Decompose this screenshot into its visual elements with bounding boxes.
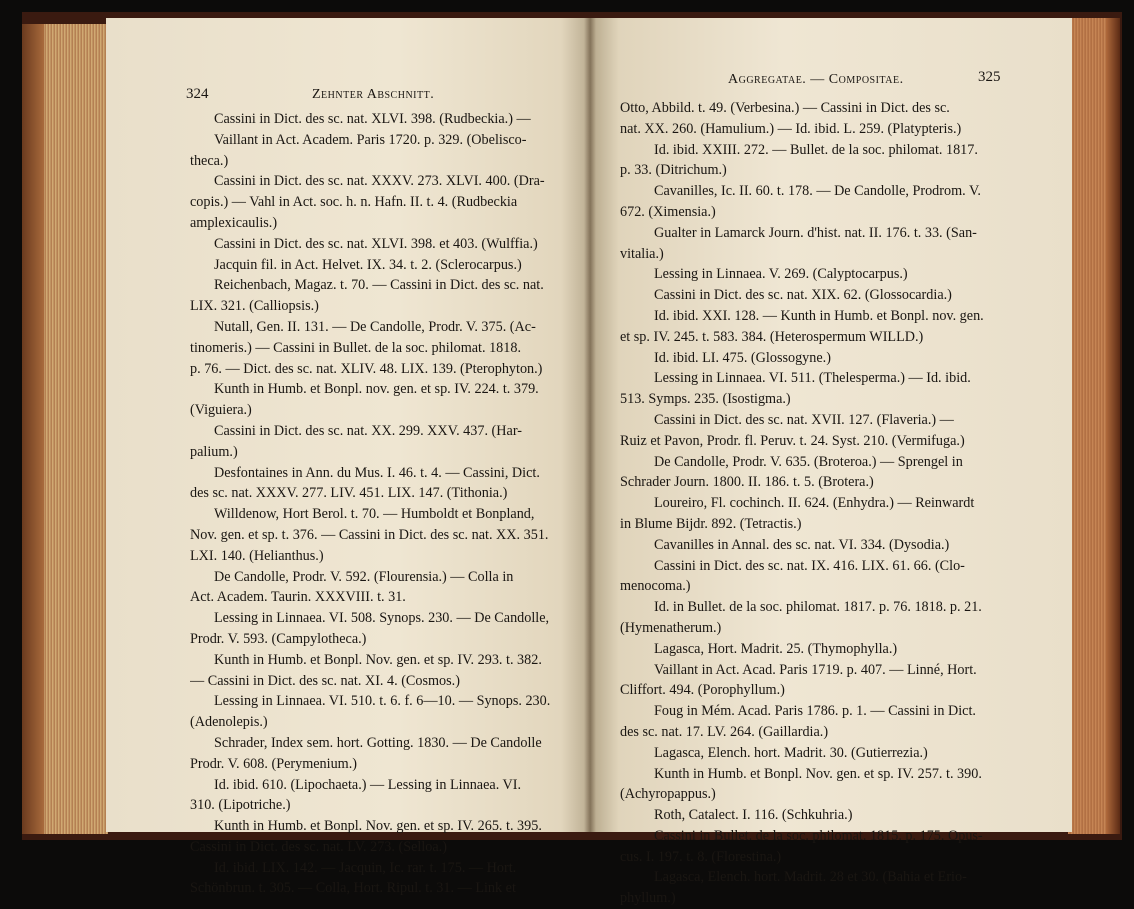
text-line: Cassini in Dict. des sc. nat. XXXV. 273. XLVI. 400. (Dra-: [214, 173, 545, 190]
text-line: nat. XX. 260. (Hamulium.) — Id. ibid. L. 259. (Platypteris.): [620, 120, 962, 137]
text-line: Roth, Catalect. I. 116. (Schkuhria.): [654, 807, 853, 824]
text-line: p. 76. — Dict. des sc. nat. XLIV. 48. LIX. 139. (Pterophyton.): [190, 360, 543, 377]
right-page: [590, 18, 1072, 907]
text-line: Id. ibid. LIX. 142. — Jacquin, Ic. rar. t. 175. — Hort.: [214, 859, 517, 876]
text-line: Schrader Journ. 1800. II. 186. t. 5. (Brotera.): [620, 474, 874, 491]
text-line: Cassini in Dict. des sc. nat. IX. 416. LIX. 61. 66. (Clo-: [654, 557, 965, 574]
text-line: Lessing in Linnaea. V. 269. (Calyptocarpus.): [654, 266, 908, 283]
text-line: Prodr. V. 593. (Campylotheca.): [190, 630, 367, 647]
text-line: Schönbrun. t. 305. — Colla, Hort. Ripul. t. 31. — Link et: [190, 880, 516, 897]
text-line: Desfontaines in Ann. du Mus. I. 46. t. 4. — Cassini, Dict.: [214, 464, 540, 481]
text-line: Cassini in Bullet. de la soc. philomat. 1815. p. 175. Opus-: [654, 827, 983, 844]
text-line: Nutall, Gen. II. 131. — De Candolle, Prodr. V. 375. (Ac-: [214, 318, 536, 335]
text-line: Kunth in Humb. et Bonpl. nov. gen. et sp. IV. 224. t. 379.: [214, 381, 539, 398]
text-line: 672. (Ximensia.): [620, 203, 716, 220]
text-line: LIX. 321. (Calliopsis.): [190, 298, 319, 315]
text-line: Cliffort. 494. (Porophyllum.): [620, 682, 785, 699]
text-line: Schrader, Index sem. hort. Gotting. 1830. — De Candolle: [214, 734, 542, 751]
text-line: Willdenow, Hort Berol. t. 70. — Humboldt et Bonpland,: [214, 506, 535, 523]
left-page: [106, 18, 590, 897]
text-line: Gualter in Lamarck Journ. d'hist. nat. II. 176. t. 33. (San-: [654, 224, 977, 241]
text-line: Reichenbach, Magaz. t. 70. — Cassini in Dict. des sc. nat.: [214, 277, 544, 294]
text-line: in Blume Bijdr. 892. (Tetractis.): [620, 515, 802, 532]
text-line: 513. Symps. 235. (Isostigma.): [620, 391, 791, 408]
text-line: Ruiz et Pavon, Prodr. fl. Peruv. t. 24. Syst. 210. (Vermifuga.): [620, 432, 965, 449]
text-line: et sp. IV. 245. t. 583. 384. (Heterospermum WILLD.): [620, 328, 924, 345]
text-line: Id. in Bullet. de la soc. philomat. 1817. p. 76. 1818. p. 21.: [654, 599, 982, 616]
text-line: Id. ibid. 610. (Lipochaeta.) — Lessing in Linnaea. VI.: [214, 776, 522, 793]
text-line: Lagasca, Elench. hort. Madrit. 30. (Gutierrezia.): [654, 744, 928, 761]
text-line: Lagasca, Elench. hort. Madrit. 28 et 30. (Bahia et Erio-: [654, 869, 967, 886]
text-line: Otto, Abbild. t. 49. (Verbesina.) — Cassini in Dict. des sc.: [620, 100, 950, 116]
text-line: Act. Academ. Taurin. XXXVIII. t. 31.: [190, 589, 406, 606]
text-line: tinomeris.) — Cassini in Bullet. de la soc. philomat. 1818.: [190, 339, 522, 356]
gutter-shadow: [584, 18, 596, 832]
text-line: Lessing in Linnaea. VI. 508. Synops. 230. — De Candolle,: [214, 610, 550, 627]
text-line: Cassini in Dict. des sc. nat. XX. 299. XXV. 437. (Har-: [214, 422, 522, 439]
text-line: Loureiro, Fl. cochinch. II. 624. (Enhydra.) — Reinwardt: [654, 495, 975, 512]
text-line: cus. I. 197. t. 8. (Florestina.): [620, 848, 782, 865]
text-line: Lessing in Linnaea. VI. 510. t. 6. f. 6—10. — Synops. 230.: [214, 693, 551, 710]
text-line: Id. ibid. XXIII. 272. — Bullet. de la soc. philomat. 1817.: [654, 141, 978, 158]
text-line: copis.) — Vahl in Act. soc. h. n. Hafn. II. t. 4. (Rudbeckia: [190, 194, 518, 211]
text-column: [620, 98, 1004, 909]
running-head: Aggregatae. — Compositae.: [728, 72, 904, 87]
running-head: Zehnter Abschnitt.: [312, 87, 435, 102]
text-line: Cassini in Dict. des sc. nat. XLVI. 398. et 403. (Wulffia.): [214, 235, 538, 252]
text-line: Cassini in Dict. des sc. nat. XVII. 127. (Flaveria.) —: [654, 411, 954, 428]
text-line: Vaillant in Act. Academ. Paris 1720. p. 329. (Obelisco-: [214, 131, 527, 148]
text-line: Vaillant in Act. Acad. Paris 1719. p. 407. — Linné, Hort.: [654, 661, 977, 678]
text-line: (Hymenatherum.): [620, 619, 722, 636]
text-line: Jacquin fil. in Act. Helvet. IX. 34. t. 2. (Sclerocarpus.): [214, 256, 522, 273]
text-line: des sc. nat. XXXV. 277. LIV. 451. LIX. 147. (Tithonia.): [190, 485, 508, 502]
text-line: (Viguiera.): [190, 402, 252, 419]
text-line: Cassini in Dict. des sc. nat. XLVI. 398. (Rudbeckia.) —: [214, 111, 531, 127]
page-number: 324: [186, 86, 209, 102]
text-line: Id. ibid. LI. 475. (Glossogyne.): [654, 349, 831, 366]
text-line: De Candolle, Prodr. V. 635. (Broteroa.) — Sprengel in: [654, 453, 963, 470]
text-line: De Candolle, Prodr. V. 592. (Flourensia.) — Colla in: [214, 568, 514, 585]
text-line: Kunth in Humb. et Bonpl. Nov. gen. et sp. IV. 293. t. 382.: [214, 651, 542, 668]
text-line: Kunth in Humb. et Bonpl. Nov. gen. et sp. IV. 257. t. 390.: [654, 765, 982, 782]
text-line: 310. (Lipotriche.): [190, 797, 291, 814]
left-page-edges: [22, 24, 108, 834]
text-line: Cavanilles in Annal. des sc. nat. VI. 334. (Dysodia.): [654, 536, 950, 553]
text-line: palium.): [190, 443, 238, 460]
text-line: p. 33. (Ditrichum.): [620, 162, 727, 179]
text-line: (Adenolepis.): [190, 714, 268, 731]
text-line: Kunth in Humb. et Bonpl. Nov. gen. et sp. IV. 265. t. 395.: [214, 818, 542, 835]
text-line: menocoma.): [620, 578, 691, 595]
text-line: Cassini in Dict. des sc. nat. XIX. 62. (Glossocardia.): [654, 287, 952, 304]
text-line: Prodr. V. 608. (Perymenium.): [190, 755, 357, 772]
text-line: Foug in Mém. Acad. Paris 1786. p. 1. — Cassini in Dict.: [654, 703, 976, 720]
text-line: Lagasca, Hort. Madrit. 25. (Thymophylla.): [654, 640, 898, 657]
text-line: des sc. nat. 17. LV. 264. (Gaillardia.): [620, 723, 829, 740]
text-line: Cavanilles, Ic. II. 60. t. 178. — De Candolle, Prodrom. V.: [654, 183, 981, 200]
text-line: — Cassini in Dict. des sc. nat. XI. 4. (Cosmos.): [190, 672, 460, 689]
text-line: theca.): [190, 152, 229, 169]
text-line: vitalia.): [620, 245, 664, 262]
page-number: 325: [978, 69, 1001, 85]
text-line: amplexicaulis.): [190, 214, 278, 231]
text-line: Lessing in Linnaea. VI. 511. (Thelesperma.) — Id. ibid.: [654, 370, 971, 387]
text-line: Cassini in Dict. des sc. nat. LV. 273. (Selloa.): [190, 838, 447, 855]
text-line: Nov. gen. et sp. t. 376. — Cassini in Dict. des sc. nat. XX. 351.: [190, 526, 549, 543]
text-column: [190, 109, 566, 899]
text-line: (Achyropappus.): [620, 786, 716, 803]
text-line: Id. ibid. XXI. 128. — Kunth in Humb. et Bonpl. nov. gen.: [654, 307, 984, 324]
text-line: phyllum.): [620, 890, 676, 907]
text-line: LXI. 140. (Helianthus.): [190, 547, 324, 564]
right-page-edges: [1068, 18, 1120, 834]
